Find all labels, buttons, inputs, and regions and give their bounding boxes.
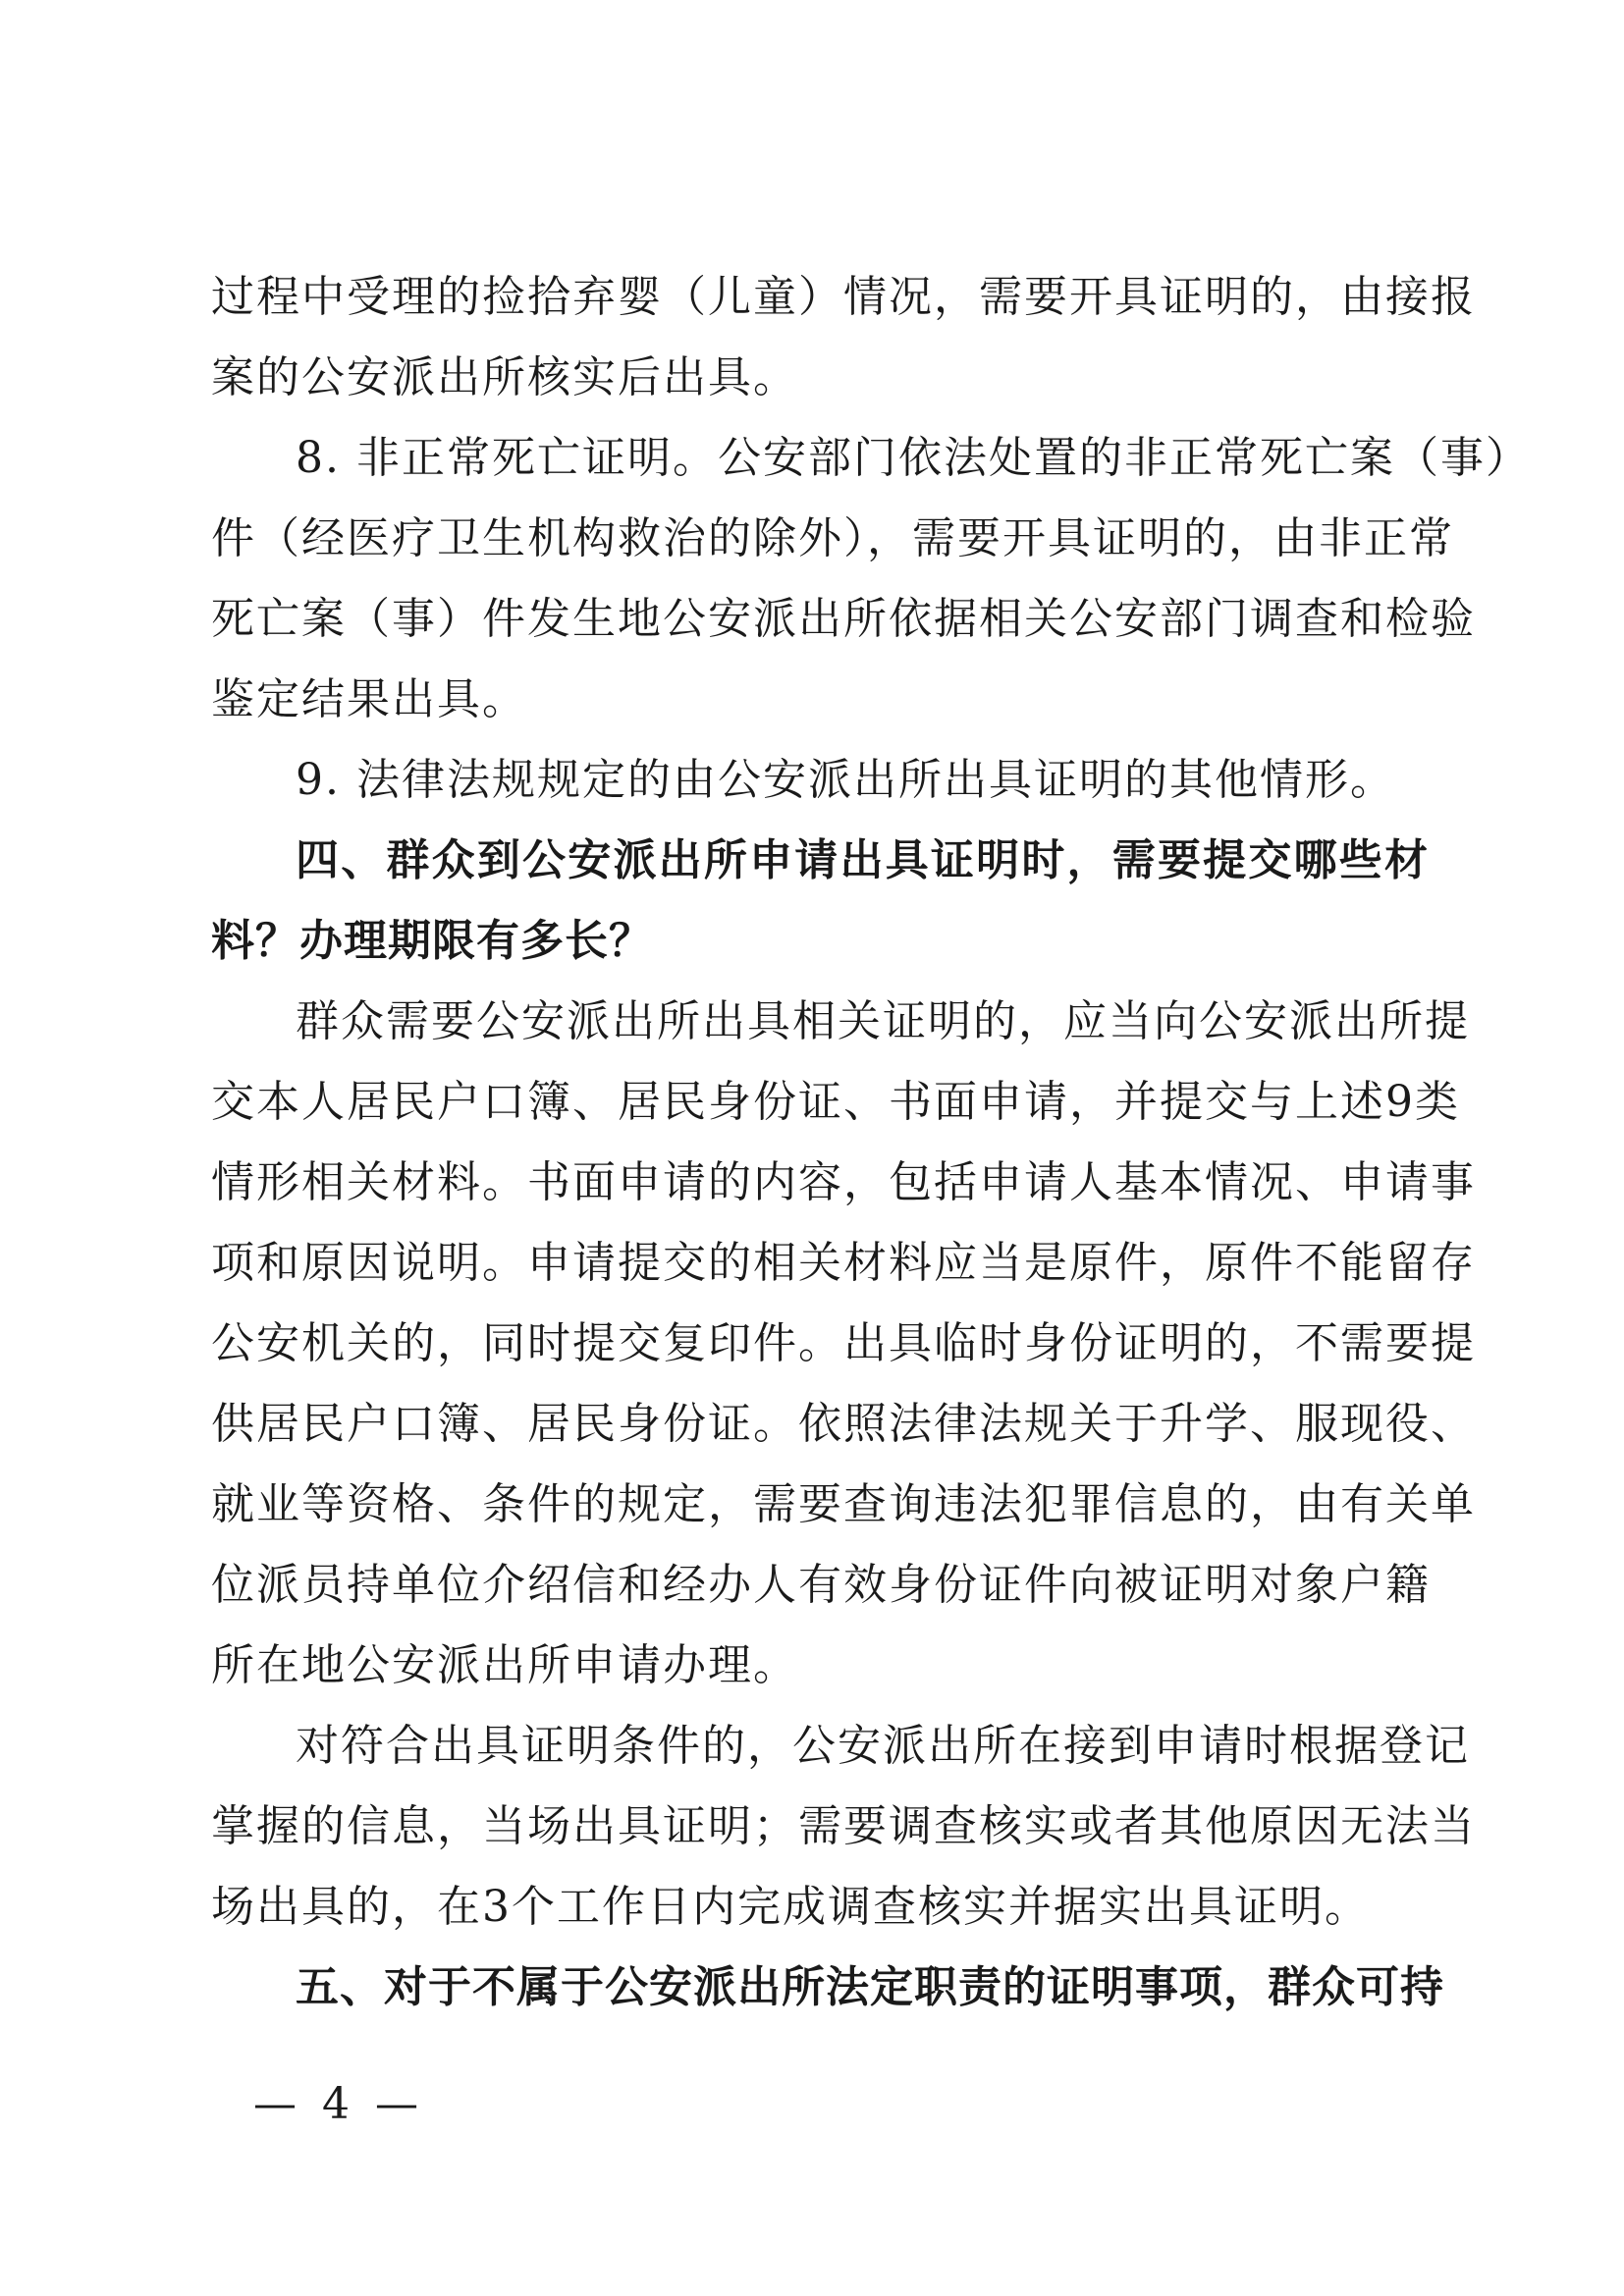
page-number: — 4 — — [253, 2079, 424, 2129]
text-line-21: 场出具的，在3个工作日内完成调查核实并据实出具证明。 — [211, 1882, 1370, 1932]
text-line-4: 件（经医疗卫生机构救治的除外），需要开具证明的，由非正常 — [211, 513, 1454, 563]
text-line-14: 公安机关的，同时提交复印件。出具临时身份证明的，不需要提 — [211, 1318, 1476, 1368]
text-line-7: 9. 法律法规规定的由公安派出所出具证明的其他情形。 — [296, 755, 1395, 805]
text-line-2: 案的公安派出所核实后出具。 — [211, 352, 798, 402]
text-line-3: 8. 非正常死亡证明。公安部门依法处置的非正常死亡案（事） — [296, 433, 1531, 483]
text-line-15: 供居民户口簿、居民身份证。依照法律法规关于升学、服现役、 — [211, 1399, 1476, 1449]
text-line-17: 位派员持单位介绍信和经办人有效身份证件向被证明对象户籍 — [211, 1560, 1431, 1610]
document-body — [211, 257, 1531, 2028]
text-line-1: 过程中受理的捡拾弃婴（儿童）情况，需要开具证明的，由接报 — [211, 272, 1476, 322]
text-line-6: 鉴定结果出具。 — [211, 674, 527, 724]
text-line-10: 群众需要公安派出所出具相关证明的，应当向公安派出所提 — [296, 996, 1470, 1046]
text-line-19: 对符合出具证明条件的，公安派出所在接到申请时根据登记 — [296, 1721, 1470, 1771]
text-line-16: 就业等资格、条件的规定，需要查询违法犯罪信息的，由有关单 — [211, 1479, 1476, 1529]
text-line-12: 情形相关材料。书面申请的内容，包括申请人基本情况、申请事 — [211, 1157, 1476, 1207]
section-heading-4-line-1: 四、群众到公安派出所申请出具证明时，需要提交哪些材 — [296, 835, 1429, 885]
text-line-20: 掌握的信息，当场出具证明；需要调查核实或者其他原因无法当 — [211, 1801, 1476, 1851]
section-heading-5-line-1: 五、对于不属于公安派出所法定职责的证明事项，群众可持 — [296, 1962, 1444, 2012]
text-line-13: 项和原因说明。申请提交的相关材料应当是原件，原件不能留存 — [211, 1238, 1476, 1288]
text-line-11: 交本人居民户口簿、居民身份证、书面申请，并提交与上述9类 — [211, 1077, 1460, 1127]
section-heading-4-line-2: 料？办理期限有多长？ — [211, 916, 653, 966]
text-line-18: 所在地公安派出所申请办理。 — [211, 1640, 798, 1690]
text-line-5: 死亡案（事）件发生地公安派出所依据相关公安部门调查和检验 — [211, 594, 1476, 644]
